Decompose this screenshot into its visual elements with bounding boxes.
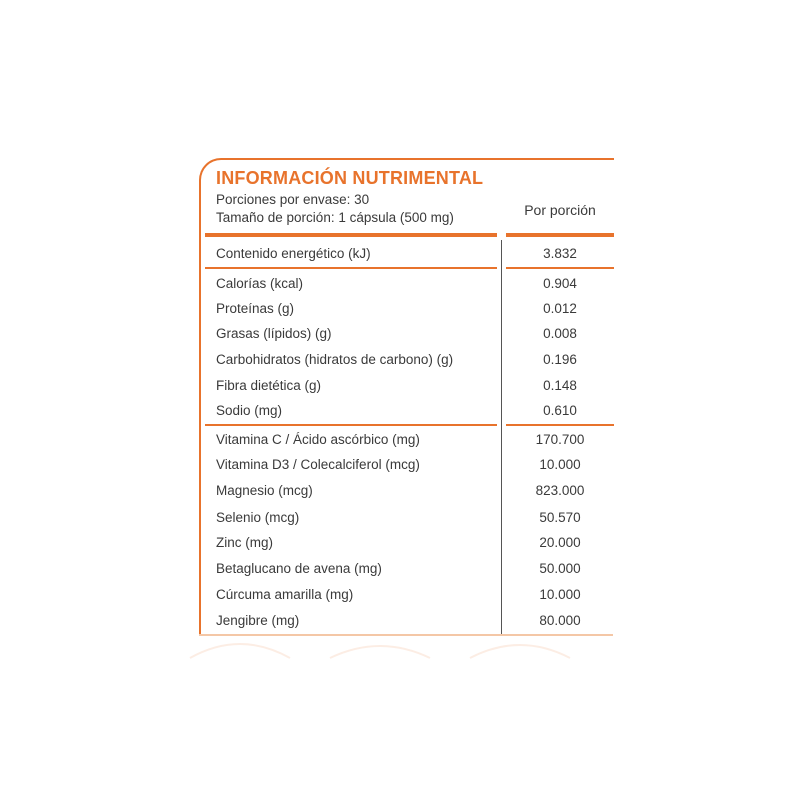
row-label: Vitamina C / Ácido ascórbico (mg)	[216, 432, 420, 447]
row-label: Sodio (mg)	[216, 403, 283, 418]
section-divider-1-right	[506, 267, 614, 269]
servings-per-container: Porciones por envase: 30	[216, 192, 370, 207]
row-value: 0.610	[543, 403, 577, 418]
per-serving-header: Por porción	[524, 202, 596, 218]
section-divider-2-right	[506, 424, 614, 426]
row-label: Grasas (lípidos) (g)	[216, 326, 332, 341]
row-value: 823.000	[535, 483, 585, 498]
row-label: Proteínas (g)	[216, 301, 295, 316]
section-divider-2-left	[205, 424, 497, 426]
row-label: Calorías (kcal)	[216, 276, 304, 291]
row-value: 0.196	[543, 352, 577, 367]
background-watermark	[180, 630, 630, 660]
section-divider-1-left	[205, 267, 497, 269]
row-label: Vitamina D3 / Colecalciferol (mcg)	[216, 457, 420, 472]
row-value: 0.148	[543, 378, 577, 393]
row-value: 170.700	[535, 432, 585, 447]
row-label: Magnesio (mcg)	[216, 483, 313, 498]
row-value: 20.000	[539, 535, 581, 550]
row-value: 10.000	[539, 587, 581, 602]
row-value: 50.570	[539, 510, 581, 525]
serving-size: Tamaño de porción: 1 cápsula (500 mg)	[216, 210, 454, 225]
label-title: INFORMACIÓN NUTRIMENTAL	[216, 168, 484, 188]
row-value: 80.000	[539, 613, 581, 628]
row-label: Zinc (mg)	[216, 535, 273, 550]
column-divider	[501, 240, 502, 634]
row-label: Carbohidratos (hidratos de carbono) (g)	[216, 352, 454, 367]
row-label: Betaglucano de avena (mg)	[216, 561, 382, 576]
row-value: 10.000	[539, 457, 581, 472]
row-value: 0.008	[543, 326, 577, 341]
row-label: Cúrcuma amarilla (mg)	[216, 587, 354, 602]
header-divider-right	[506, 233, 614, 237]
row-value: 0.012	[543, 301, 577, 316]
row-label: Fibra dietética (g)	[216, 378, 322, 393]
row-value: 0.904	[543, 276, 577, 291]
row-value: 3.832	[543, 246, 577, 261]
row-label: Jengibre (mg)	[216, 613, 300, 628]
row-label: Contenido energético (kJ)	[216, 246, 371, 261]
header-divider-left	[205, 233, 497, 237]
row-value: 50.000	[539, 561, 581, 576]
row-label: Selenio (mcg)	[216, 510, 300, 525]
